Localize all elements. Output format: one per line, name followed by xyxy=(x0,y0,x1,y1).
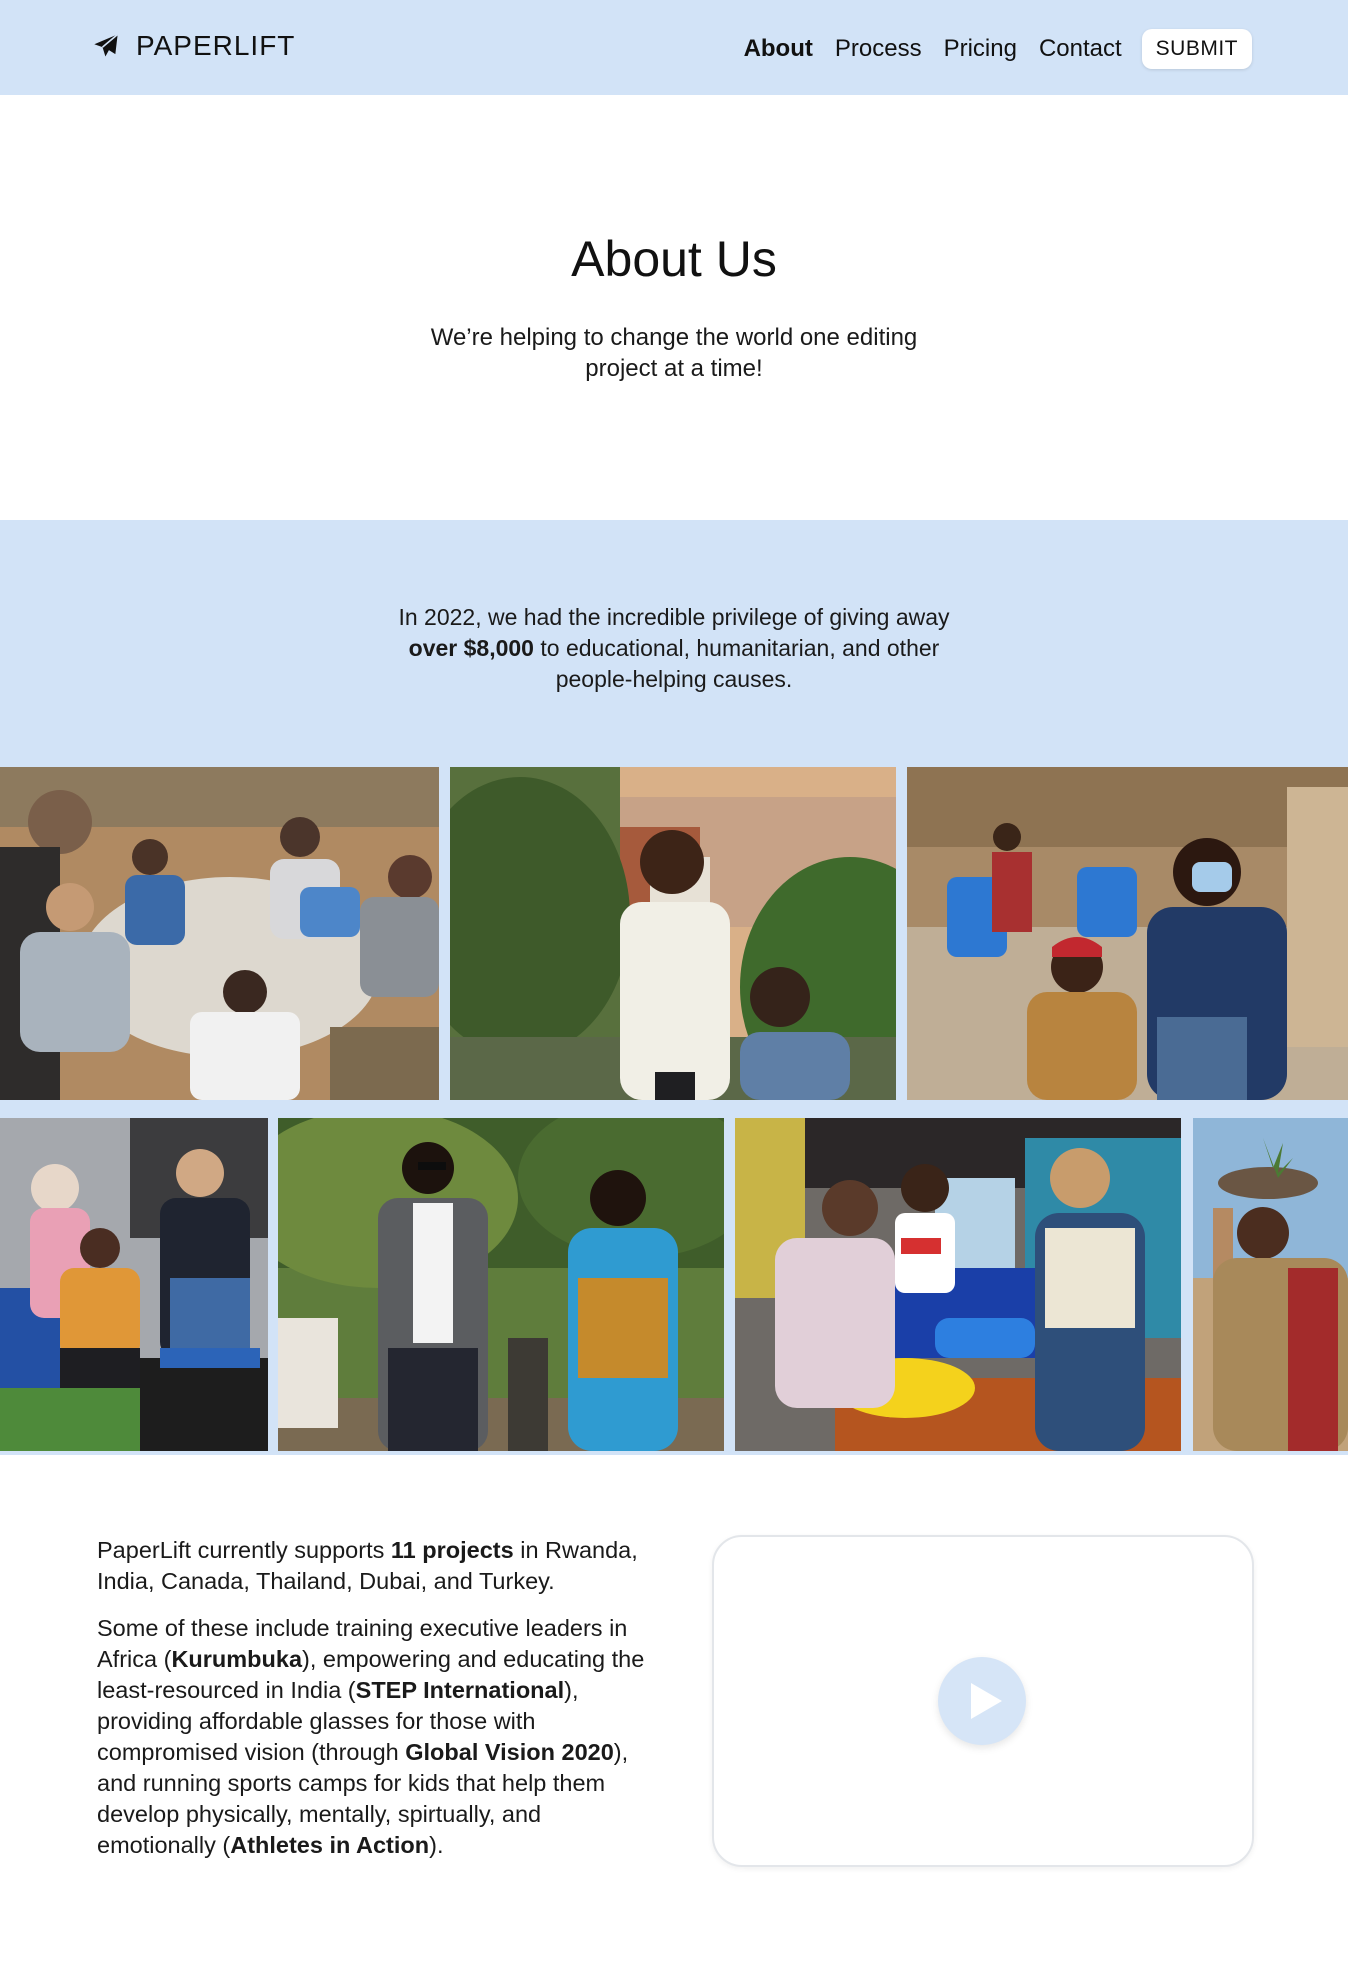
nav-link-pricing[interactable]: Pricing xyxy=(943,35,1017,62)
projects-details: Some of these include training executive leaders in Africa (Kurumbuka), empowering and educating the least-resourced in India (STEP International), providing affordable glasses for those with compromised vision (through Global Vision 2020), and running sports camps for kids that help them develop physically, mentally, spirtually, and emotionally (Athletes in Action). xyxy=(97,1615,645,1858)
photo-speaker-outdoors xyxy=(278,1118,724,1451)
page-subtitle: We’re helping to change the world one editing project at a time! xyxy=(430,324,918,382)
nav-links xyxy=(722,29,1252,69)
photo-clinic-visit xyxy=(907,767,1348,1100)
video-player[interactable] xyxy=(712,1535,1254,1867)
photo-woman-carrying-basket xyxy=(1193,1118,1348,1451)
brand-logo[interactable] xyxy=(92,30,295,62)
top-nav xyxy=(0,0,1348,95)
photo-glasses-station xyxy=(735,1118,1181,1451)
brand-name: PAPERLIFT xyxy=(136,30,296,61)
projects-summary: PaperLift currently supports 11 projects in Rwanda, India, Canada, Thailand, Dubai, and Turkey. xyxy=(97,1537,638,1594)
page-title: About Us xyxy=(571,231,777,287)
giving-band xyxy=(0,520,1348,1455)
photo-smiling-man xyxy=(450,767,896,1100)
giving-amount: over $8,000 xyxy=(408,635,534,661)
photo-group-workshop xyxy=(0,767,439,1100)
projects-copy xyxy=(97,1535,657,1877)
submit-button[interactable]: SUBMIT xyxy=(1142,29,1252,69)
play-icon xyxy=(938,1657,1026,1745)
giving-text: In 2022, we had the incredible privilege of giving away over $8,000 to educational, humanitarian, and other people-helping causes. xyxy=(398,604,950,692)
nav-link-process[interactable]: Process xyxy=(834,35,922,62)
photo-eye-exam xyxy=(0,1118,268,1451)
nav-link-contact[interactable]: Contact xyxy=(1038,35,1122,62)
paper-plane-icon xyxy=(92,32,120,60)
play-button[interactable] xyxy=(938,1657,1026,1745)
nav-link-about[interactable]: About xyxy=(743,35,813,62)
